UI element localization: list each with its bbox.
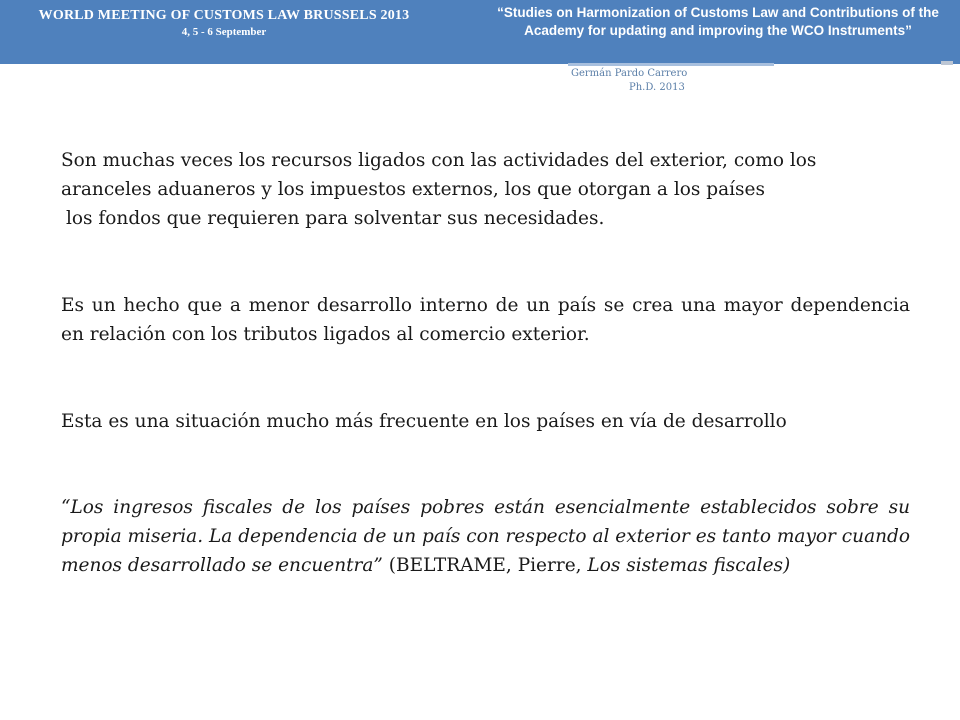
quote-text: “Los ingresos fiscales de los países pobres están esencialmente establecidos sobre su propia miseria. La dependencia de un país con respecto al exterior es tanto mayor cuando menos desarrollado se encuentra” <box>61 497 910 576</box>
header-underline <box>568 63 774 66</box>
slide-number-mark <box>941 61 953 65</box>
slide-body <box>61 146 910 580</box>
book-title: Los sistemas fiscales) <box>587 555 791 576</box>
event-dates: 4, 5 - 6 September <box>181 26 267 38</box>
quote-paragraph <box>61 493 910 580</box>
event-heading <box>24 8 424 40</box>
event-title: WORLD MEETING OF CUSTOMS LAW BRUSSELS 2013 <box>38 8 410 23</box>
citation: (BELTRAME, Pierre, <box>388 555 582 576</box>
paragraph-3: Esta es una situación mucho más frecuente en los países en vía de desarrollo <box>61 411 787 432</box>
paragraph-1-continuation: los fondos que requieren para solventar sus necesidades. <box>66 208 605 229</box>
author-degree: Ph.D. 2013 <box>629 82 685 93</box>
paragraph-2: Es un hecho que a menor desarrollo interno de un país se crea una mayor dependencia en relación con los tributos ligados al comercio exterior. <box>61 295 910 345</box>
study-title: “Studies on Harmonization of Customs Law and Contributions of the Academy for updating and improving the WCO Instruments” <box>497 5 939 38</box>
header-banner <box>0 0 960 64</box>
author-name: Germán Pardo Carrero <box>571 68 688 79</box>
author-credit <box>571 67 687 95</box>
paragraph-1-main: Son muchas veces los recursos ligados con las actividades del exterior, como los aranceles aduaneros y los impuestos externos, los que otorgan a los países <box>61 150 817 200</box>
paragraph-1 <box>61 146 910 233</box>
